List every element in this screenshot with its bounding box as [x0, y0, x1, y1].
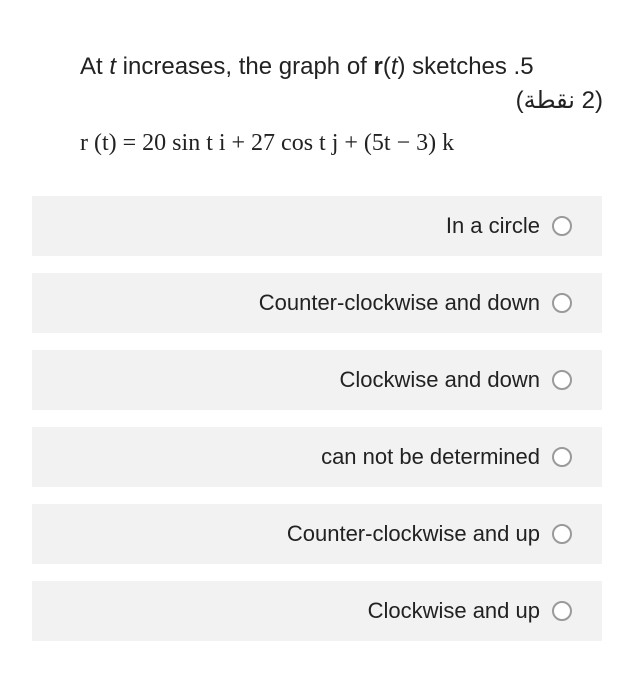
- option-label: Counter-clockwise and up: [286, 521, 540, 546]
- option-clockwise-down[interactable]: [32, 350, 602, 410]
- radio-button[interactable]: [552, 524, 572, 544]
- option-cannot-be-determined[interactable]: [32, 427, 602, 487]
- question-variable-t: t: [109, 53, 117, 80]
- question-prefix: At: [80, 53, 110, 80]
- option-clockwise-up[interactable]: [32, 581, 602, 641]
- question-variable-t2: t: [390, 53, 398, 80]
- answer-options: [32, 196, 602, 658]
- radio-button[interactable]: [552, 216, 572, 236]
- question-paren: (: [382, 53, 391, 80]
- question-points: (2 نقطة): [515, 87, 603, 114]
- option-label: In a circle: [445, 213, 540, 238]
- option-label: can not be determined: [321, 444, 540, 469]
- question-equation: r (t) = 20 sin t i + 27 cos t j + (5t − 3) k: [80, 130, 455, 156]
- option-counter-clockwise-up[interactable]: [32, 504, 602, 564]
- option-label: Clockwise and up: [367, 598, 540, 623]
- option-counter-clockwise-down[interactable]: [32, 273, 602, 333]
- question-suffix: ) sketches .5: [397, 53, 534, 80]
- question-vector-r: r: [373, 53, 383, 80]
- radio-button[interactable]: [552, 601, 572, 621]
- option-label: Clockwise and down: [339, 367, 540, 392]
- radio-button[interactable]: [552, 447, 572, 467]
- question-middle: increases, the graph of: [116, 53, 374, 80]
- question-block: [80, 50, 605, 160]
- option-in-a-circle[interactable]: [32, 196, 602, 256]
- radio-button[interactable]: [552, 370, 572, 390]
- radio-button[interactable]: [552, 293, 572, 313]
- option-label: Counter-clockwise and down: [258, 290, 540, 315]
- question-text: [80, 50, 605, 84]
